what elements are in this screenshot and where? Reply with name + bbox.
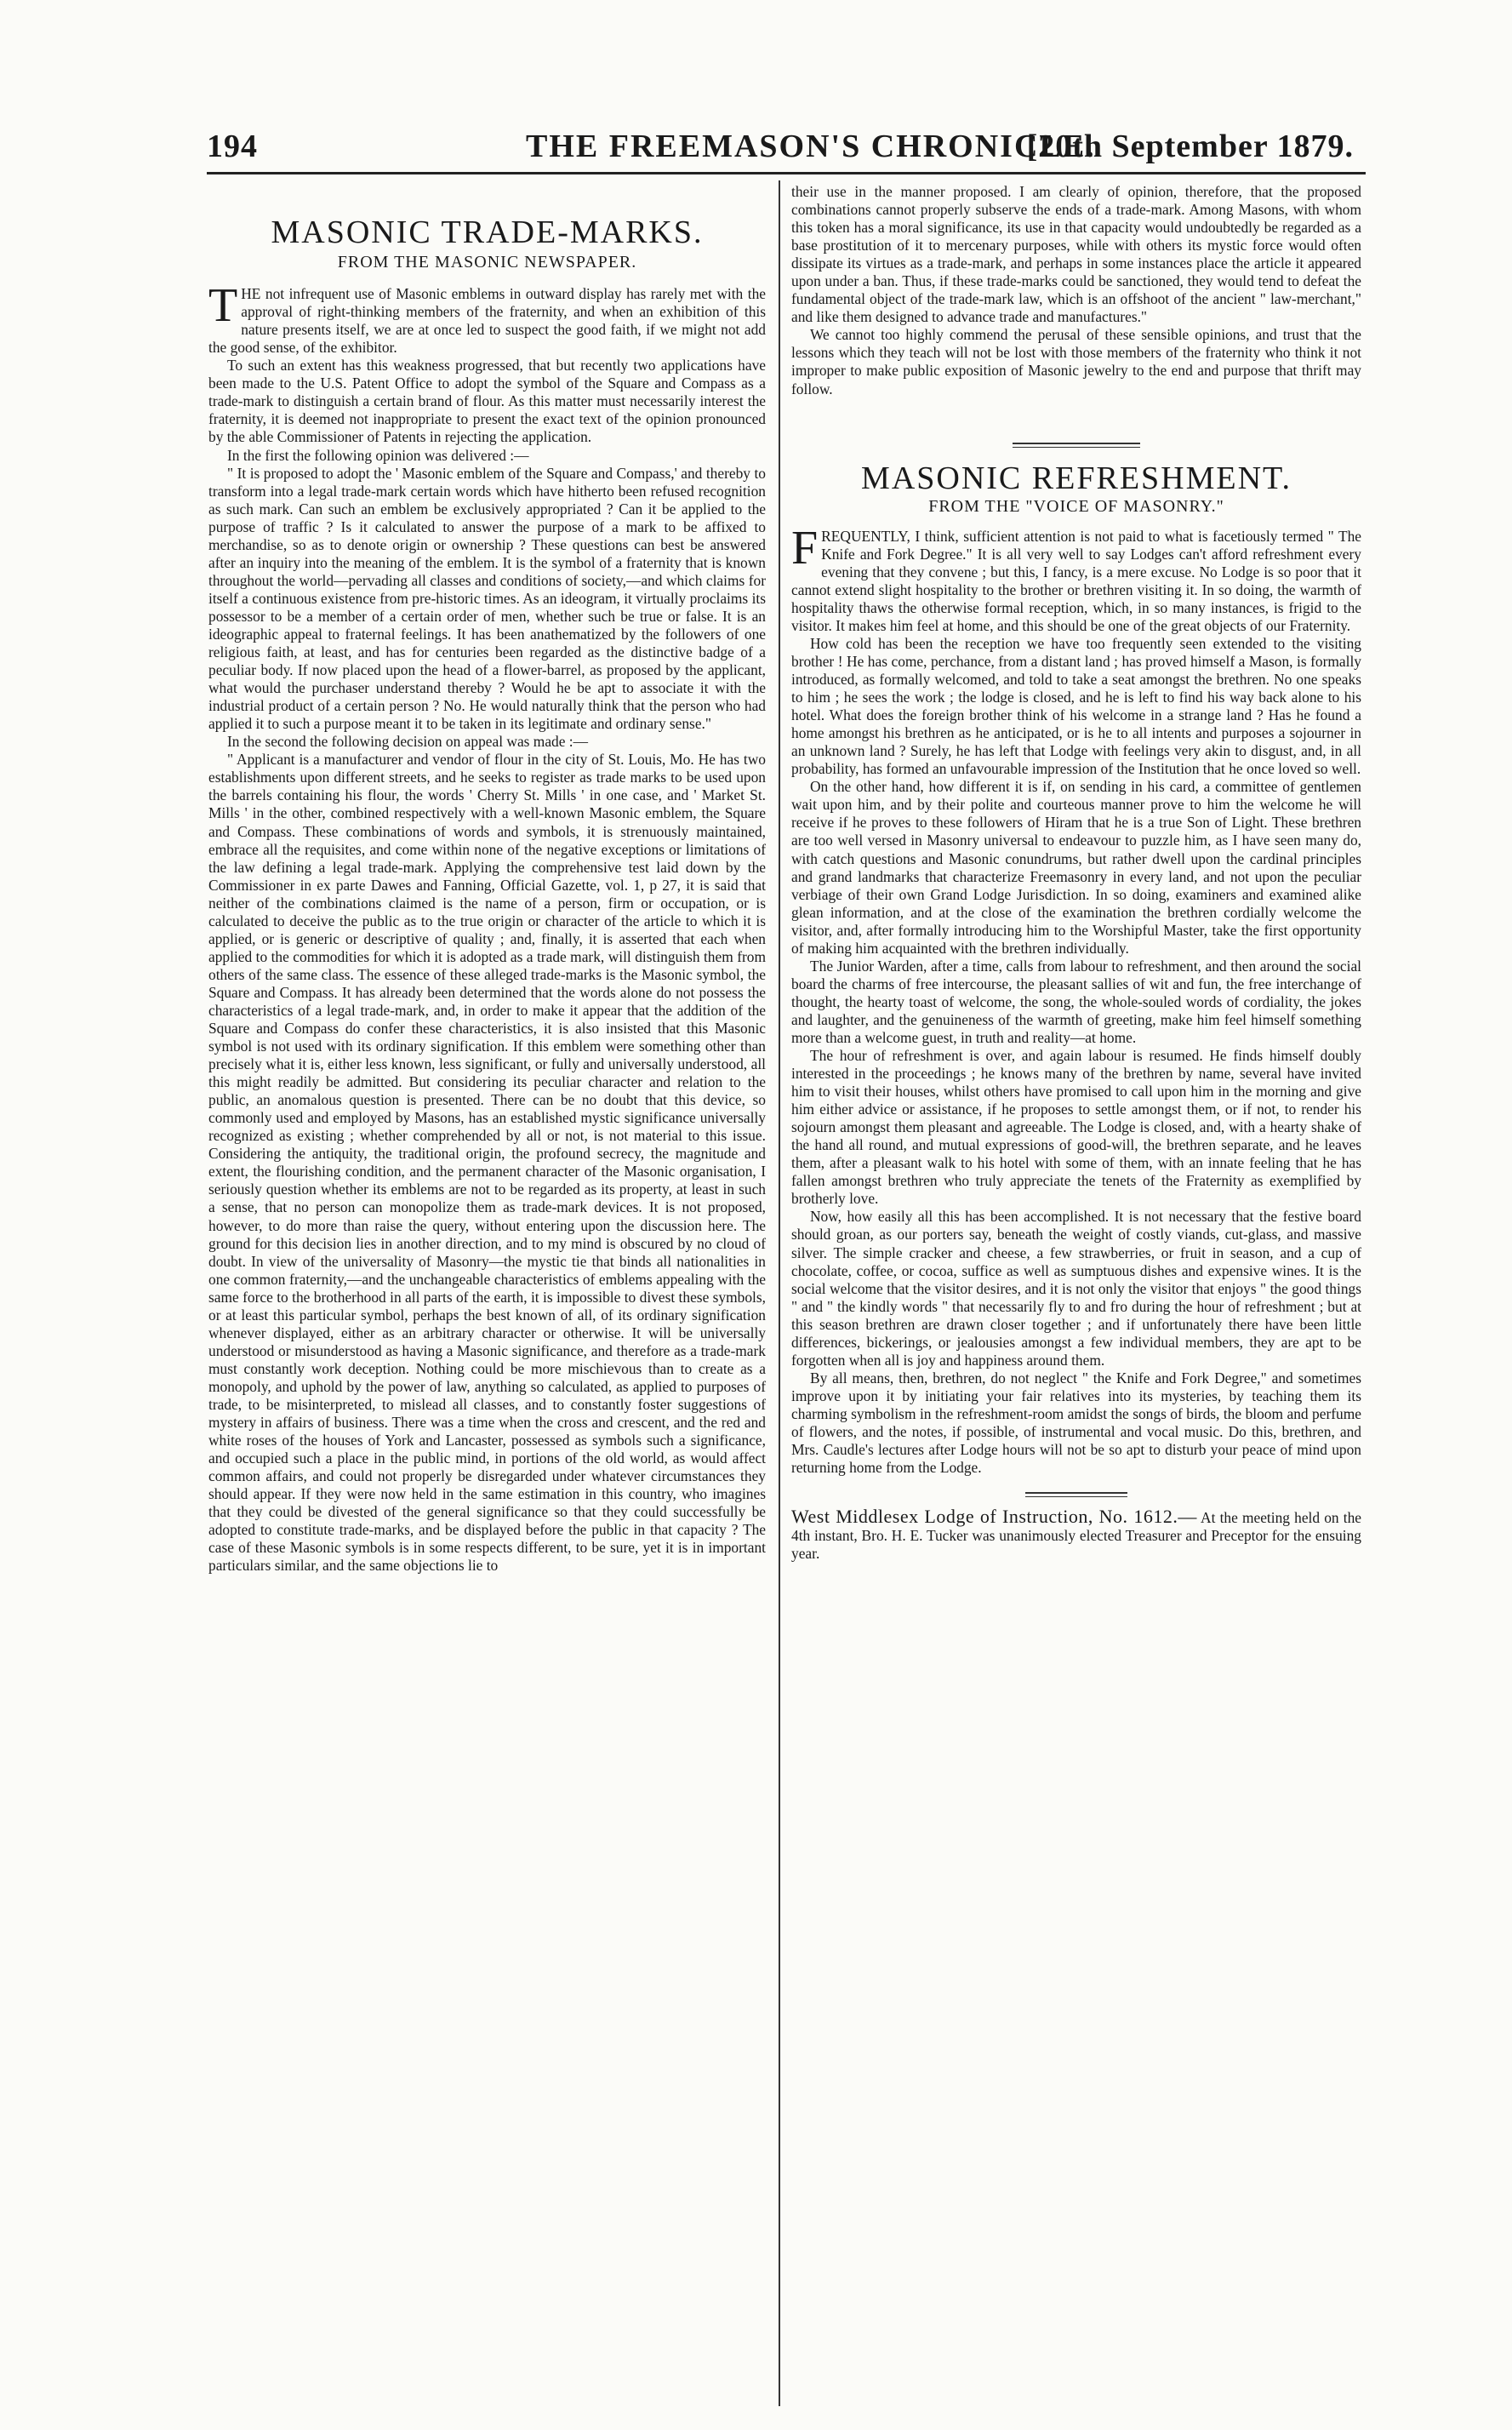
lodge-notice-title: West Middlesex Lodge of Instruction, No. 1612.— — [791, 1506, 1197, 1528]
newspaper-title: THE FREEMASON'S CHRONICLE. — [526, 129, 1096, 164]
page-header — [207, 128, 1364, 175]
paragraph: To such an extent has this weakness progressed, that but recently two applications have been made to the U.S. Patent Office to adopt the symbol of the Square and Compass as a trade-mark to distinguish a certain brand of flour. As this matter must necessarily interest the fraternity, it is deemed not inappropriate to present the exact text of the opinion pronounced by the able Commissioner of Patents in rejecting the application. — [208, 357, 766, 446]
section-separator — [1013, 443, 1140, 448]
column-divider — [779, 180, 780, 2406]
paragraph: " It is proposed to adopt the ' Masonic emblem of the Square and Compass,' and thereby to transform into a legal trade-mark certain words which have hitherto been refused recognition as such mark. Can such an emblem be exclusively appropriated ? Can it be applied to the purpose of traffic ? Is it calculated to answer the purpose of a mark to be affixed to merchandise, so as to denote origin or ownership ? These questions can best be answered after an inquiry into the meaning of the emblem. It is the symbol of a fraternity that is known throughout the world—pervading all classes and conditions of society,—and which claims for itself a continuous existence from pre-historic times. As an ideogram, it virtually proclaims its possessor to be a member of a certain order of men, whether such be true or false. It is an ideographic appeal to fraternal feelings. It has been anathematized by the followers of one religious faith, at least, and has for centuries been regarded as the distinctive badge of a peculiar body. If now placed upon the head of a flower-barrel, as proposed by the applicant, what would the purchaser understand thereby ? Would he be apt to associate it with the industrial product of a certain person ? No. He would naturally think that the person who had applied it to such a purpose meant it to be taken in its legitimate and ordinary sense." — [208, 464, 766, 733]
article-source-refreshment: FROM THE "VOICE OF MASONRY." — [928, 496, 1224, 516]
paragraph: By all means, then, brethren, do not neglect " the Knife and Fork Degree," and sometimes improve upon it by initiating your fair relatives into its mysteries, by teaching them its charming symbolism in the refreshment-room amidst the songs of birds, the bloom and perfume of flowers, and the notes, if possible, of instrumental and vocal music. Do this, brethren, and Mrs. Caudle's lectures after Lodge hours will not be so apt to disturb your peace of mind upon returning home from the Lodge. — [791, 1369, 1361, 1477]
article-heading-trade-marks: MASONIC TRADE-MARKS. — [271, 214, 704, 250]
lodge-notice — [791, 1507, 1361, 1563]
paragraph: The hour of refreshment is over, and again labour is resumed. He finds himself doubly interested in the proceedings ; he knows many of the brethren by name, several have invited him to visit their houses, whilst others have promised to call upon him in the morning and give him either advice or assistance, if he proposes to settle amongst them, or if not, to render his sojourn amongst them pleasant and agreeable. The Lodge is closed, and, with a hearty shake of the hand all round, and mutual expressions of good-will, the brethren separate, and he leaves them, after a pleasant walk to his hotel with some of them, with an innate feeling that he has fallen amongst brethren who truly appreciate the tenets of the Fraternity as exemplified by brotherly love. — [791, 1047, 1361, 1208]
drop-cap-t: T — [208, 279, 238, 333]
paragraph: We cannot too highly commend the perusal of these sensible opinions, and trust that the lessons which they teach will not be lost with those members of the fraternity who think it not improper to make public exposition of Masonic jewelry to the end and purpose that thrift may follow. — [791, 326, 1361, 397]
drop-cap-f: F — [791, 521, 819, 575]
paragraph: The Junior Warden, after a time, calls from labour to refreshment, and then around the social board the charms of free intercourse, the pleasant sallies of wit and fun, the free interchange of thought, the hearty toast of welcome, the song, the whole-souled words of cordiality, the jokes and laughter, and the genuineness of the warmth of greeting, make him feel himself something more than a welcome guest, in truth and reality—at home. — [791, 957, 1361, 1046]
paragraph: REQUENTLY, I think, sufficient attention is not paid to what is facetiously termed " The Knife and Fork Degree." It is all very well to say Lodges can't afford refreshment every evening that they convene ; but this, I fancy, is a mere excuse. No Lodge is so poor that it cannot extend slight hospitality to the brother or brethren visiting it. In so doing, the warmth of hospitality thaws the otherwise formal reception, which, in so many instances, is frigid to the visitor. It makes him feel at home, and this should be one of the great objects of our Fraternity. — [791, 527, 1361, 634]
paragraph-continued: their use in the manner proposed. I am clearly of opinion, therefore, that the proposed combinations cannot properly subserve the ends of a trade-mark. Among Masons, with whom this token has a moral significance, its use in that capacity would undoubtedly be regarded as a base prostitution of it to mercenary purposes, while with others its mystic force would often dissipate its virtues as a trade-mark, and perhaps in some instances place the article it appeared upon under a ban. Thus, if these trade-marks could be sanctioned, they would tend to defeat the fundamental object of the trade-mark law, which is an offshoot of the ancient " law-merchant," and like them designed to advance trade and manufactures." — [791, 183, 1361, 326]
paragraph: In the second the following decision on appeal was made :— — [227, 733, 589, 751]
right-column — [791, 183, 1361, 1563]
page-number: 194 — [207, 129, 258, 164]
paragraph: In the first the following opinion was delivered :— — [227, 446, 529, 464]
lodge-notice-text: At the meeting held on the 4th instant, Bro. H. E. Tucker was unanimously elected Treasurer and Preceptor for the ensuing year. — [791, 1509, 1361, 1563]
paragraph: " Applicant is a manufacturer and vendor of flour in the city of St. Louis, Mo. He has two establishments upon different streets, and he seeks to register as trade marks to be used upon the barrels containing his flour, the words ' Cherry St. Mills ' in one case, and ' Market St. Mills ' in the other, combined respectively with a well-known Masonic emblem, the Square and Compass. These combinations of words and symbols, it is strenuously maintained, embrace all the requisites, and come within none of the negative exceptions or limitations of the law defining a legal trade-mark. Applying the comprehensive test laid down by the Commissioner in ex parte Dawes and Fanning, Official Gazette, vol. 1, p 27, it is said that neither of the combinations claimed is the name of a person, firm or occupation, or is calculated to deceive the public as to the true origin or character of the article to which it is applied, or is generic or descriptive of quality ; and, finally, it is asserted that each when applied to the commodities for which it is adopted as a trade mark, will distinguish them from others of the same class. The essence of these alleged trade-marks is the Masonic symbol, the Square and Compass. It has already been determined that the words alone do not possess the characteristics of a legal trade-mark, and, in order to make it appear that the addition of the Square and Compass do confer these characteristics, it is also insisted that this Masonic symbol is not used with its ordinary signification. If this emblem were something other than precisely what it is, either less known, less significant, or fully and universally understood, all this might readily be admitted. But considering its peculiar character and relation to the public, an anomalous question is presented. There can be no doubt that this device, so commonly used and employed by Masons, has an established mystic significance universally recognized as existing ; whether comprehended by all or not, is not material to this issue. Considering the antiquity, the traditional origin, the profound secrecy, the magnitude and extent, the flourishing condition, and the permanent character of the Masonic organisation, I seriously question whether its emblems are not to be regarded as its property, at least in such a sense, that no person can monopolize them as trade-mark devices. It is not proposed, however, to do more than raise the query, without entering upon the discussion here. The ground for this decision lies in another direction, and to my mind is obscured by no cloud of doubt. In view of the universality of Masonry—the mystic tie that binds all nationalities in one common fraternity,—and the unchangeable characteristics of emblems appealing with the same force to the brotherhood in all parts of the earth, it is impossible to divest these symbols, or at least this particular symbol, perhaps the best known of all, of its ordinary signification whenever displayed, either as an arbitrary character or otherwise. It will be universally understood or misunderstood as having a Masonic significance, and therefore as a trade-mark must constantly work deception. Nothing could be more mischievous than to create as a monopoly, and uphold by the power of law, anything so calculated, as applied to purposes of trade, to be misinterpreted, to mislead all classes, and to constantly foster suggestions of mystery in affairs of business. There was a time when the cross and crescent, and the red and white roses of the houses of York and Lancaster, possessed as symbols such a significance, and occupied such a place in the public mind, in portions of the old world, as would affect common affairs, and could not properly be disregarded under whatever circumstances they should appear. If they were now held in the same estimation in this country, who imagines that they could be divested of the general significance so that they could successfully be adopted to constitute trade-marks, and be displayed before the public in that capacity ? The case of these Masonic symbols is in some respects different, to be sure, yet it is in important particulars similar, and the same objections lie to — [208, 751, 766, 1575]
issue-date: [20th September 1879. — [1026, 129, 1354, 164]
paragraph: HE not infrequent use of Masonic emblems in outward display has rarely met with the approval of right-thinking members of the fraternity, and when an exhibition of this nature presents itself, we are at once led to suspect the good faith, if we might not add the good sense, of the exhibitor. — [208, 285, 766, 357]
section-separator — [1025, 1492, 1127, 1497]
paragraph: On the other hand, how different it is if, on sending in his card, a committee of gentlemen wait upon him, and by their polite and courteous manner prove to him the welcome he will receive if he proves to these followers of Hiram that he is a true Son of Light. These brethren are too well versed in Masonry universal to endeavour to puzzle him, as I have seen many do, with catch questions and Masonic conundrums, but rather dwell upon the cardinal principles and grand landmarks that characterize Freemasonry in every land, and not upon the peculiar verbiage of their own Grand Lodge Jurisdiction. In so doing, examiners and examined alike glean information, and at the close of the examination the brethren cordially welcome the visitor, and, after formally introducing him to the Worshipful Master, take the first opportunity of making him acquainted with the brethren individually. — [791, 778, 1361, 957]
header-rule — [207, 172, 1366, 174]
paragraph: Now, how easily all this has been accomplished. It is not necessary that the festive board should groan, as our porters say, beneath the weight of costly viands, cut-glass, and massive silver. The simple cracker and cheese, a few strawberries, or fruit in season, and a cup of chocolate, coffee, or cocoa, suffice as well as sumptuous dishes and expensive wines. It is the social welcome that the visitor desires, and it is not only the visitor that enjoys " the good things " and " the kindly words " that necessarily fly to and fro during the hour of refreshment ; but at this season brethren are drawn closer together ; and if unfortunately there have been little differences, bickerings, or jealousies amongst a few individual members, they are apt to be forgotten when all is joy and happiness around them. — [791, 1208, 1361, 1369]
left-column — [208, 183, 766, 1575]
article-source-trade-marks: FROM THE MASONIC NEWSPAPER. — [337, 253, 637, 272]
article-heading-refreshment: MASONIC REFRESHMENT. — [861, 460, 1292, 496]
paragraph: How cold has been the reception we have too frequently seen extended to the visiting brother ! He has come, perchance, from a distant land ; has proved himself a Mason, is formally introduced, as formally welcomed, and told to take a seat amongst the brethren. No one speaks to him ; he sees the work ; the lodge is closed, and he is left to find his way back alone to his hotel. What does the foreign brother think of his welcome in a strange land ? Has he found a home amongst his brethren as he anticipated, or is he to all intents and purposes a sojourner in an unknown land ? Surely, he has left that Lodge with feelings very akin to disgust, and, in all probability, has formed an unfavourable impression of the Institution that he once loved so well. — [791, 634, 1361, 778]
